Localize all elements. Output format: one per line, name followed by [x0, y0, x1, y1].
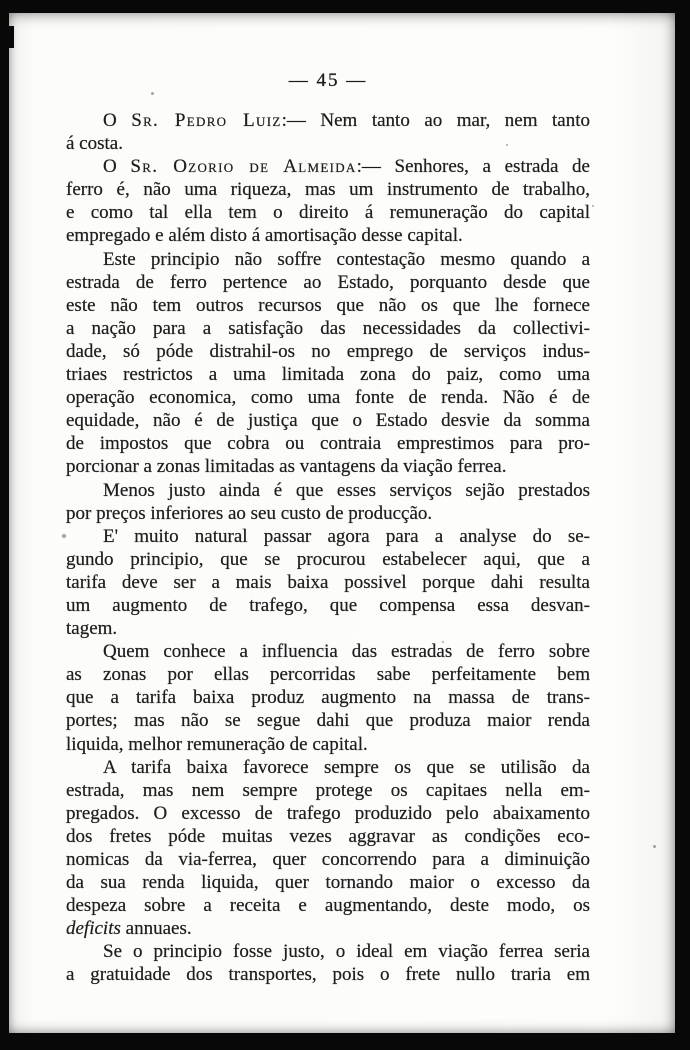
text-segment: as zonas por ellas percorridas sabe perfeitamente bem — [66, 664, 590, 686]
text-segment: de impostos que cobra ou contraia emprestimos para pro- — [66, 433, 590, 455]
text-segment: por preços inferiores ao seu custo de producção. — [66, 502, 433, 524]
text-segment: estrada de ferro pertence ao Estado, porquanto desde que — [66, 271, 590, 293]
text-line — [66, 271, 590, 294]
text-segment: empregado e além disto á amortisação desse capital. — [66, 225, 463, 247]
text-segment: triaes restrictos a uma limitada zona do paiz, como uma — [66, 364, 590, 386]
text-line — [66, 502, 590, 525]
text-line — [66, 132, 590, 155]
text-segment: :— Nem tanto ao mar, nem tanto — [281, 110, 590, 131]
text-line — [66, 617, 590, 640]
text-segment: portes; mas não se segue dahi que produza maior renda — [66, 710, 590, 732]
text-line — [66, 317, 590, 340]
scan-speckle — [62, 534, 66, 538]
speaker-name: Sr. Pedro Luiz — [131, 110, 282, 131]
text-segment: este não tem outros recursos que não os que lhe fornece — [66, 294, 590, 316]
text-segment: :— Senhores, a estrada de — [356, 156, 590, 178]
italic-term: deficits — [66, 918, 121, 940]
text-segment: a gratuidade dos transportes, pois o frete nullo traria em — [66, 964, 590, 986]
text-line — [66, 802, 590, 825]
text-segment: tarifa deve ser a mais baixa possivel porque dahi resulta — [66, 571, 590, 593]
text-segment: O — [103, 110, 132, 131]
text-line — [66, 894, 590, 917]
text-line — [66, 571, 590, 594]
text-line — [66, 340, 590, 363]
text-line — [66, 386, 590, 409]
speaker-name: Sr. Ozorio de Almeida — [130, 156, 357, 178]
text-line — [66, 917, 590, 940]
text-block — [66, 109, 590, 987]
text-line — [66, 779, 590, 802]
text-segment: operação economica, como uma fonte de renda. Não é de — [66, 387, 590, 409]
text-line — [66, 940, 590, 963]
page-number: — 45 — — [288, 70, 368, 91]
text-line — [66, 479, 590, 502]
text-segment: á costa. — [66, 133, 123, 155]
text-line — [66, 294, 590, 317]
text-segment: A tarifa baixa favorece sempre os que se utilisão da — [103, 756, 590, 778]
text-segment: despeza sobre a receita e augmentando, deste modo, os — [66, 895, 590, 917]
text-line — [66, 663, 590, 686]
text-segment: e como tal ella tem o direito á remuneração do capital — [66, 202, 590, 224]
text-line — [66, 201, 590, 224]
text-line — [66, 640, 590, 663]
text-line — [66, 409, 590, 432]
text-line — [66, 525, 590, 548]
text-line — [66, 848, 590, 871]
scan-speckle — [584, 352, 586, 354]
text-line — [66, 432, 590, 455]
text-line — [66, 756, 590, 779]
text-line — [66, 455, 590, 478]
text-segment: a nação para a satisfação das necessidades da collectivi- — [66, 317, 590, 339]
text-segment: da sua renda liquida, quer tornando maior o excesso da — [66, 872, 590, 894]
text-segment: um augmento de trafego, que compensa essa desvan- — [66, 594, 590, 616]
text-line — [66, 686, 590, 709]
text-segment: que a tarifa baixa produz augmento na massa de trans- — [66, 687, 590, 709]
text-line — [66, 825, 590, 848]
text-segment: Quem conhece a influencia das estradas de ferro sobre — [103, 641, 590, 663]
text-line — [66, 155, 590, 178]
text-segment: Este principio não soffre contestação mesmo quando a — [103, 248, 590, 270]
text-line — [66, 248, 590, 271]
text-segment: liquida, melhor remuneração de capital. — [66, 733, 368, 755]
text-line — [66, 363, 590, 386]
text-line — [66, 963, 590, 986]
scan-artifact-corner — [0, 26, 14, 48]
text-segment: O — [103, 156, 131, 178]
scan-speckle — [151, 92, 154, 95]
text-line — [66, 224, 590, 247]
scan-speckle — [442, 641, 444, 643]
text-segment: porcionar a zonas limitadas as vantagens da viação ferrea. — [66, 456, 507, 478]
text-segment: equidade, não é de justiça que o Estado desvie da somma — [66, 410, 590, 432]
text-segment: dos fretes póde muitas vezes aggravar as condições eco- — [66, 825, 590, 847]
text-segment: pregados. O excesso de trafego produzido pelo abaixamento — [66, 802, 590, 824]
scan-speckle — [653, 845, 656, 848]
text-line — [66, 178, 590, 201]
scan-speckle — [506, 144, 508, 146]
text-segment: tagem. — [66, 618, 118, 640]
text-segment: E' muito natural passar agora para a analyse do se- — [103, 525, 590, 547]
text-line — [66, 871, 590, 894]
scan-speckle — [592, 205, 594, 207]
text-segment: dade, só póde distrahil-os no emprego de serviços indus- — [66, 340, 590, 362]
text-segment: estrada, mas nem sempre protege os capitaes nella em- — [66, 779, 590, 801]
text-segment: Menos justo ainda é que esses serviços sejão prestados — [103, 479, 590, 501]
text-segment: gundo principio, que se procurou estabelecer aqui, que a — [66, 548, 590, 570]
text-line — [66, 709, 590, 732]
text-segment: nomicas da via-ferrea, quer concorrendo para a diminuição — [66, 849, 590, 870]
text-segment: Se o principio fosse justo, o ideal em viação ferrea seria — [103, 941, 590, 963]
scan-speckle — [345, 119, 347, 121]
text-line — [66, 109, 590, 132]
text-line — [66, 733, 590, 756]
text-line — [66, 548, 590, 571]
text-segment: annuaes. — [120, 918, 192, 940]
page — [9, 13, 675, 1033]
text-line — [66, 594, 590, 617]
text-segment: ferro é, não uma riqueza, mas um instrumento de trabalho, — [66, 179, 590, 201]
